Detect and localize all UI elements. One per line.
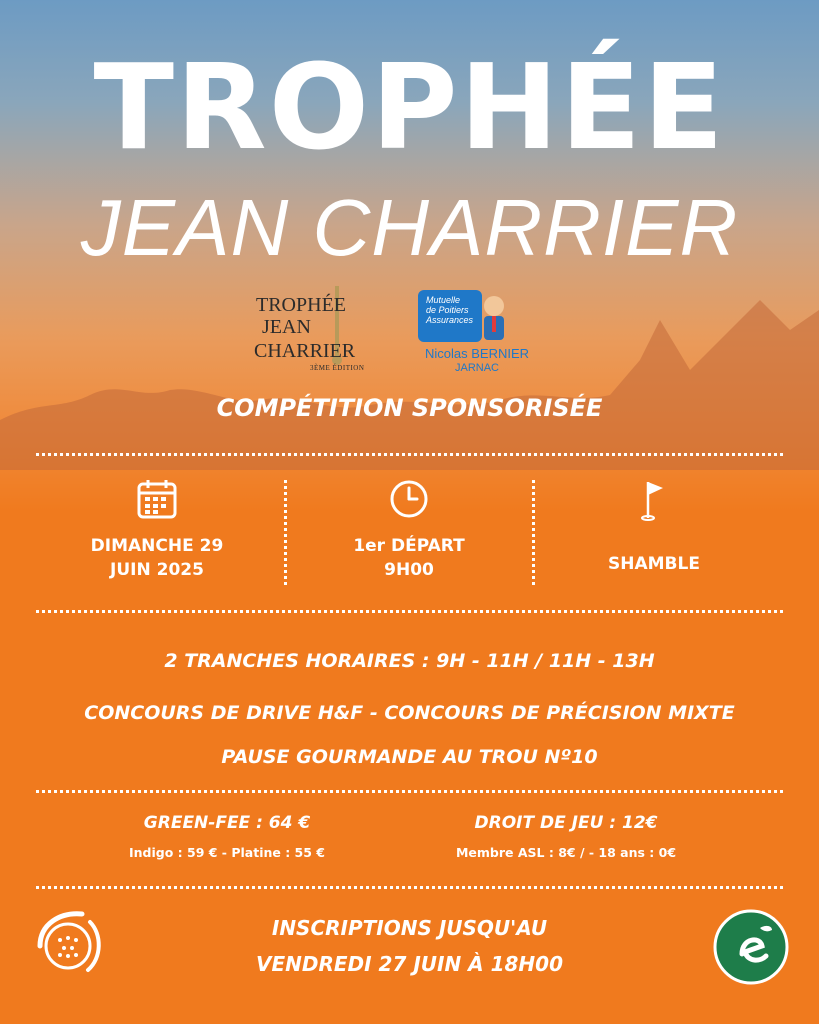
calendar-icon — [136, 478, 178, 520]
mutuelle-town: JARNAC — [454, 362, 499, 374]
info-date — [42, 478, 272, 582]
droit-jeu-label: DROIT DE JEU : 12€ — [474, 813, 658, 833]
deadline — [0, 910, 819, 982]
date-line2: JUIN 2025 — [110, 560, 204, 580]
clock-icon — [388, 478, 430, 520]
trophee-logo — [252, 290, 372, 380]
droit-jeu-sub: Membre ASL : 8€ / - 18 ans : 0€ — [455, 845, 677, 860]
golf-flag-icon — [633, 478, 675, 524]
mutuelle-logo — [418, 290, 536, 380]
trophee-logo-line3: CHARRIER — [254, 340, 356, 362]
info-format — [539, 478, 769, 576]
club-logo — [712, 908, 790, 986]
vertical-divider — [532, 480, 535, 585]
price-green-fee — [47, 813, 407, 860]
mutuelle-box-line2: de Poitiers — [426, 305, 469, 315]
divider — [36, 790, 783, 793]
depart-line2: 9H00 — [384, 560, 434, 580]
trophee-logo-edition: 3ÈME ÉDITION — [310, 364, 365, 372]
green-fee-label: GREEN-FEE : 64 € — [143, 813, 311, 833]
detail-tranches: 2 TRANCHES HORAIRES : 9H - 11H / 11H - 13H — [164, 650, 655, 672]
detail-pause: PAUSE GOURMANDE AU TROU Nº10 — [221, 746, 598, 768]
mutuelle-box-line3: Assurances — [426, 315, 474, 325]
divider — [36, 453, 783, 456]
green-fee-sub: Indigo : 59 € - Platine : 55 € — [128, 845, 326, 860]
mutuelle-box — [418, 290, 482, 342]
vertical-divider — [284, 480, 287, 585]
deadline-line1: INSCRIPTIONS JUSQU'AU — [271, 916, 548, 940]
format-line1: SHAMBLE — [608, 554, 700, 574]
depart-line1: 1er DÉPART — [353, 536, 465, 556]
tree-silhouette — [0, 300, 819, 470]
divider — [36, 886, 783, 889]
title-jean-charrier: JEAN CHARRIER — [80, 183, 739, 272]
trophee-logo-line1: TROPHÉE — [256, 294, 346, 316]
subtitle: COMPÉTITION SPONSORISÉE — [216, 394, 603, 422]
detail-concours: CONCOURS DE DRIVE H&F - CONCOURS DE PRÉCISION MIXTE — [84, 702, 735, 724]
divider — [36, 610, 783, 613]
price-droit-jeu — [386, 813, 746, 860]
info-depart — [294, 478, 524, 582]
trophee-logo-line2: JEAN — [262, 316, 311, 338]
title-trophee: TROPHÉE — [93, 38, 726, 176]
date-line1: DIMANCHE 29 — [90, 536, 224, 556]
mascot-icon — [476, 294, 516, 344]
mutuelle-box-line1: Mutuelle — [426, 295, 461, 305]
mutuelle-name: Nicolas BERNIER — [424, 346, 530, 361]
deadline-line2: VENDREDI 27 JUIN À 18H00 — [255, 952, 563, 976]
